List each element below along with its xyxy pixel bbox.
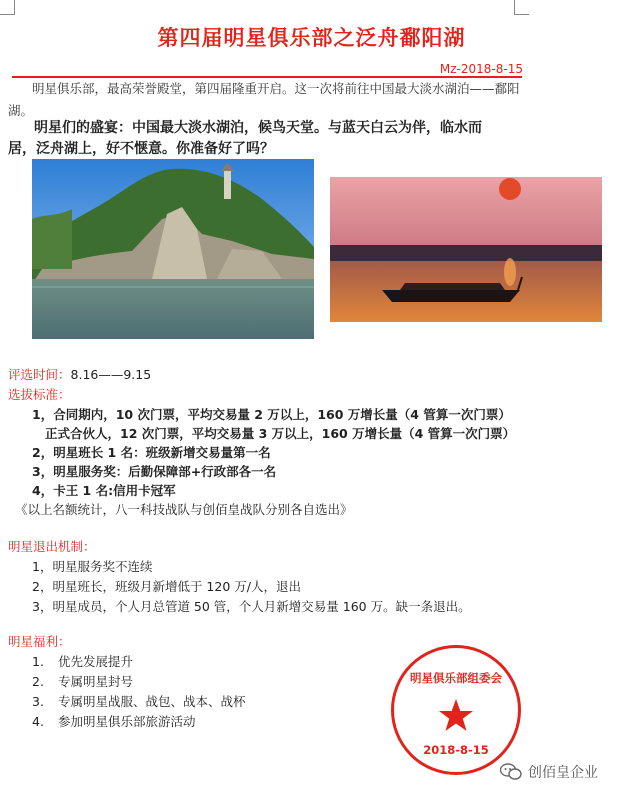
crop-mark-top-left	[0, 0, 15, 15]
criteria-note: 《以上名额统计，八一科技战队与创佰皇战队分别各自选出》	[15, 502, 353, 517]
star-icon	[438, 698, 474, 734]
account-watermark	[500, 758, 598, 786]
benefits-title: 明星福利：	[8, 634, 71, 649]
selection-time-value: 8.16——9.15	[70, 367, 152, 382]
selection-time-label: 评选时间：	[8, 367, 71, 382]
selection-time	[8, 365, 151, 383]
exit-item-2: 2，明星班长，班级月新增低于 120 万/人，退出	[32, 579, 301, 594]
exit-title: 明星退出机制：	[8, 539, 96, 554]
criteria-item-2: 2，明星班长 1 名：班级新增交易量第一名	[32, 445, 271, 460]
sunset-boat-photo	[330, 177, 602, 322]
wechat-icon	[500, 763, 522, 781]
criteria-item-4: 4，卡王 1 名:信用卡冠军	[32, 483, 176, 498]
organizer-stamp	[391, 645, 521, 775]
benefit-item: 4. 参加明星俱乐部旅游活动	[32, 714, 196, 729]
watermark-text: 创佰皇企业	[528, 765, 598, 781]
benefit-item: 2. 专属明星封号	[32, 674, 134, 689]
criteria-title: 选拔标准：	[8, 387, 71, 402]
criteria-item-3: 3，明星服务奖：后勤保障部+行政部各一名	[32, 464, 277, 479]
page-title: 第四届明星俱乐部之泛舟鄱阳湖	[157, 26, 466, 50]
document-id: Mz-2018-8-15	[439, 62, 523, 76]
criteria-item-1: 1，合同期内，10 次门票，平均交易量 2 万以上，160 万增长量（4 管算一次门票）	[32, 407, 511, 422]
stamp-organizer-text: 明星俱乐部组委会	[410, 671, 502, 685]
criteria-item-1b: 正式合伙人，12 次门票，平均交易量 3 万以上，160 万增长量（4 管算一次门票）	[45, 426, 516, 441]
stamp-date: 2018-8-15	[423, 743, 489, 757]
exit-item-3: 3，明星成员，个人月总管道 50 管，个人月新增交易量 160 万。缺一条退出。	[32, 599, 471, 614]
benefit-item: 1. 优先发展提升	[32, 654, 134, 669]
island-photo	[32, 159, 314, 339]
crop-mark-top-right	[514, 0, 529, 15]
intro-paragraph: 明星俱乐部，最高荣誉殿堂，第四届隆重开启。这一次将前往中国最大淡水湖泊——鄱阳湖。	[8, 81, 520, 118]
benefit-item: 3. 专属明星战服、战包、战本、战杯	[32, 694, 246, 709]
exit-item-1: 1，明星服务奖不连续	[32, 559, 153, 574]
feast-paragraph: 明星们的盛宴：中国最大淡水湖泊，候鸟天堂。与蓝天白云为伴，临水而居，泛舟湖上，好不惬意。你准备好了吗？	[8, 120, 482, 157]
